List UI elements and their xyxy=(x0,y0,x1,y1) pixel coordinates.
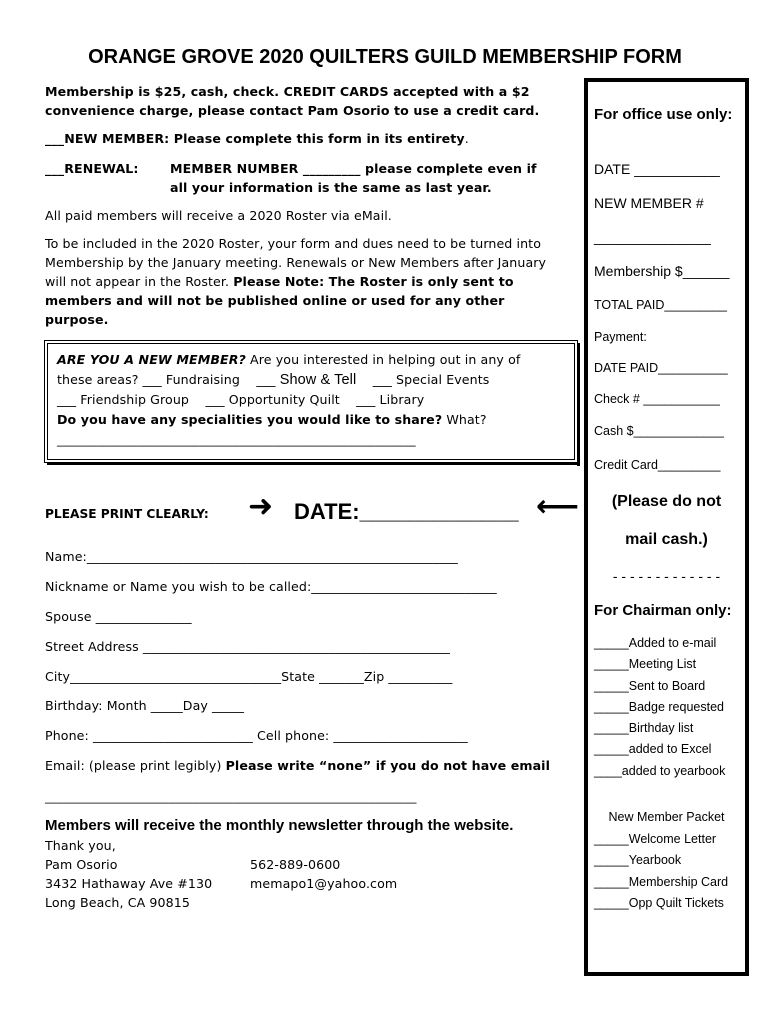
roster-paragraph-4: members and will not be published online or used for any other xyxy=(45,293,505,308)
roster-p3-bold: Please Note: The Roster is only sent to xyxy=(233,274,514,289)
office-total-paid[interactable]: TOTAL PAID_________ xyxy=(594,298,727,312)
office-divider: - - - - - - - - - - - - - xyxy=(612,568,721,584)
office-use-heading: For office use only: xyxy=(594,106,733,123)
new-member-question xyxy=(57,350,520,369)
contact-address-1: 3432 Hathaway Ave #130 xyxy=(45,876,213,891)
spouse-field[interactable]: Spouse _______________ xyxy=(45,609,192,624)
contact-address-2: Long Beach, CA 90815 xyxy=(45,895,190,910)
office-use-panel xyxy=(584,78,749,976)
email-input-line[interactable]: _______________________________________________________________ xyxy=(45,790,417,804)
roster-paragraph-3 xyxy=(45,272,514,291)
arrow-right-icon: ➜ xyxy=(248,489,274,524)
office-date[interactable]: DATE ___________ xyxy=(594,161,720,177)
newsletter-note: Members will receive the monthly newsletter through the website. xyxy=(45,817,514,834)
intro-line-2: convenience charge, please contact Pam Osorio to use a credit card. xyxy=(45,103,540,118)
packet-item-card[interactable]: _____Membership Card xyxy=(594,874,729,889)
areas-label: these areas? xyxy=(57,372,143,387)
chairman-item-yearbook[interactable]: ____added to yearbook xyxy=(594,763,726,778)
chairman-item-excel[interactable]: _____added to Excel xyxy=(594,742,712,757)
office-new-member-blank[interactable]: _______________ xyxy=(594,229,711,245)
print-clearly-label: PLEASE PRINT CLEARLY: xyxy=(45,507,209,521)
areas-row-1 xyxy=(57,370,489,390)
contact-phone: 562-889-0600 xyxy=(250,857,341,872)
phone-field[interactable]: Phone: _________________________ Cell phone: _____________________ xyxy=(45,728,468,743)
specialities-what: What? xyxy=(442,412,487,427)
roster-paragraph-5: purpose. xyxy=(45,312,109,327)
arrow-left-icon: ⟵ xyxy=(536,489,580,524)
roster-paragraph-2: Membership by the January meeting. Renewals or New Members after January xyxy=(45,255,547,270)
office-date-paid[interactable]: DATE PAID__________ xyxy=(594,361,728,375)
office-new-member-number[interactable]: NEW MEMBER # xyxy=(594,195,704,211)
chairman-item-badge[interactable]: _____Badge requested xyxy=(594,699,724,714)
email-label xyxy=(45,756,550,775)
chairman-item-meeting-list[interactable]: _____Meeting List xyxy=(594,657,697,672)
chairman-item-sent-board[interactable]: _____Sent to Board xyxy=(594,678,706,693)
street-field[interactable]: Street Address ________________________________________________ xyxy=(45,639,450,654)
option-opportunity-quilt[interactable]: ___ Opportunity Quilt xyxy=(205,392,340,407)
thanks-text: Thank you, xyxy=(45,838,116,853)
specialities-input-line[interactable]: _______________________________________________________________ xyxy=(57,434,416,447)
page-title: ORANGE GROVE 2020 QUILTERS GUILD MEMBERSHIP FORM xyxy=(88,46,682,68)
no-cash-note-2: mail cash.) xyxy=(625,531,708,548)
show-tell-blank: ___ xyxy=(256,372,280,387)
office-payment-label: Payment: xyxy=(594,330,647,344)
renewal-text-2: all your information is the same as last year. xyxy=(170,180,492,195)
specialities-bold: Do you have any specialities you would like to share? xyxy=(57,412,443,427)
packet-item-welcome[interactable]: _____Welcome Letter xyxy=(594,832,717,846)
option-library[interactable]: ___ Library xyxy=(356,392,425,407)
packet-heading: New Member Packet xyxy=(608,810,725,824)
new-member-question-rest: Are you interested in helping out in any of xyxy=(245,352,521,367)
chairman-item-added-email[interactable]: _____Added to e-mail xyxy=(594,636,717,650)
renewal-label: ___RENEWAL: xyxy=(45,161,139,176)
office-check-number[interactable]: Check # ___________ xyxy=(594,392,720,406)
roster-note: All paid members will receive a 2020 Roster via eMail. xyxy=(45,208,392,223)
new-member-period: . xyxy=(464,131,469,146)
birthday-field[interactable]: Birthday: Month _____Day _____ xyxy=(45,698,245,713)
chairman-item-birthday[interactable]: _____Birthday list xyxy=(594,721,694,736)
areas-row-2 xyxy=(57,390,424,409)
name-field[interactable]: Name:__________________________________________________________ xyxy=(45,549,458,564)
office-cash-amount[interactable]: Cash $_____________ xyxy=(594,424,724,438)
no-cash-note-1: (Please do not xyxy=(611,493,722,510)
option-friendship-group[interactable]: ___ Friendship Group xyxy=(57,392,190,407)
email-label-plain: Email: (please print legibly) xyxy=(45,758,226,773)
nickname-field[interactable]: Nickname or Name you wish to be called:_____________________________ xyxy=(45,579,497,594)
option-show-tell[interactable] xyxy=(256,372,356,387)
specialities-question xyxy=(57,410,487,429)
email-label-bold: Please write “none” if you do not have email xyxy=(225,758,551,773)
packet-item-yearbook[interactable]: _____Yearbook xyxy=(594,853,682,868)
chairman-list xyxy=(594,636,725,785)
date-field[interactable]: DATE:_____________ xyxy=(294,499,519,524)
new-member-text: ___NEW MEMBER: Please complete this form in its entirety xyxy=(45,131,465,146)
contact-email[interactable]: memapo1@yahoo.com xyxy=(250,876,398,891)
chairman-heading: For Chairman only: xyxy=(594,602,732,619)
office-membership-amount[interactable]: Membership $______ xyxy=(594,263,730,279)
new-member-question-bold: ARE YOU A NEW MEMBER? xyxy=(57,352,246,367)
roster-paragraph-1: To be included in the 2020 Roster, your form and dues need to be turned into xyxy=(45,236,542,251)
office-credit-card[interactable]: Credit Card_________ xyxy=(594,458,721,472)
renewal-text-1: MEMBER NUMBER _________ please complete even if xyxy=(170,161,537,176)
contact-name: Pam Osorio xyxy=(45,857,118,872)
roster-p3-plain: will not appear in the Roster. xyxy=(45,274,234,289)
show-tell-label: Show & Tell xyxy=(279,372,357,388)
option-fundraising[interactable]: ___ Fundraising xyxy=(142,372,240,387)
option-special-events[interactable]: ___ Special Events xyxy=(372,372,490,387)
new-member-line xyxy=(45,129,469,148)
packet-item-tickets[interactable]: _____Opp Quilt Tickets xyxy=(594,895,724,910)
intro-line-1: Membership is $25, cash, check. CREDIT CARDS accepted with a $2 xyxy=(45,84,530,99)
packet-list xyxy=(594,832,728,917)
city-state-zip-field[interactable]: City_________________________________State _______Zip __________ xyxy=(45,669,453,684)
